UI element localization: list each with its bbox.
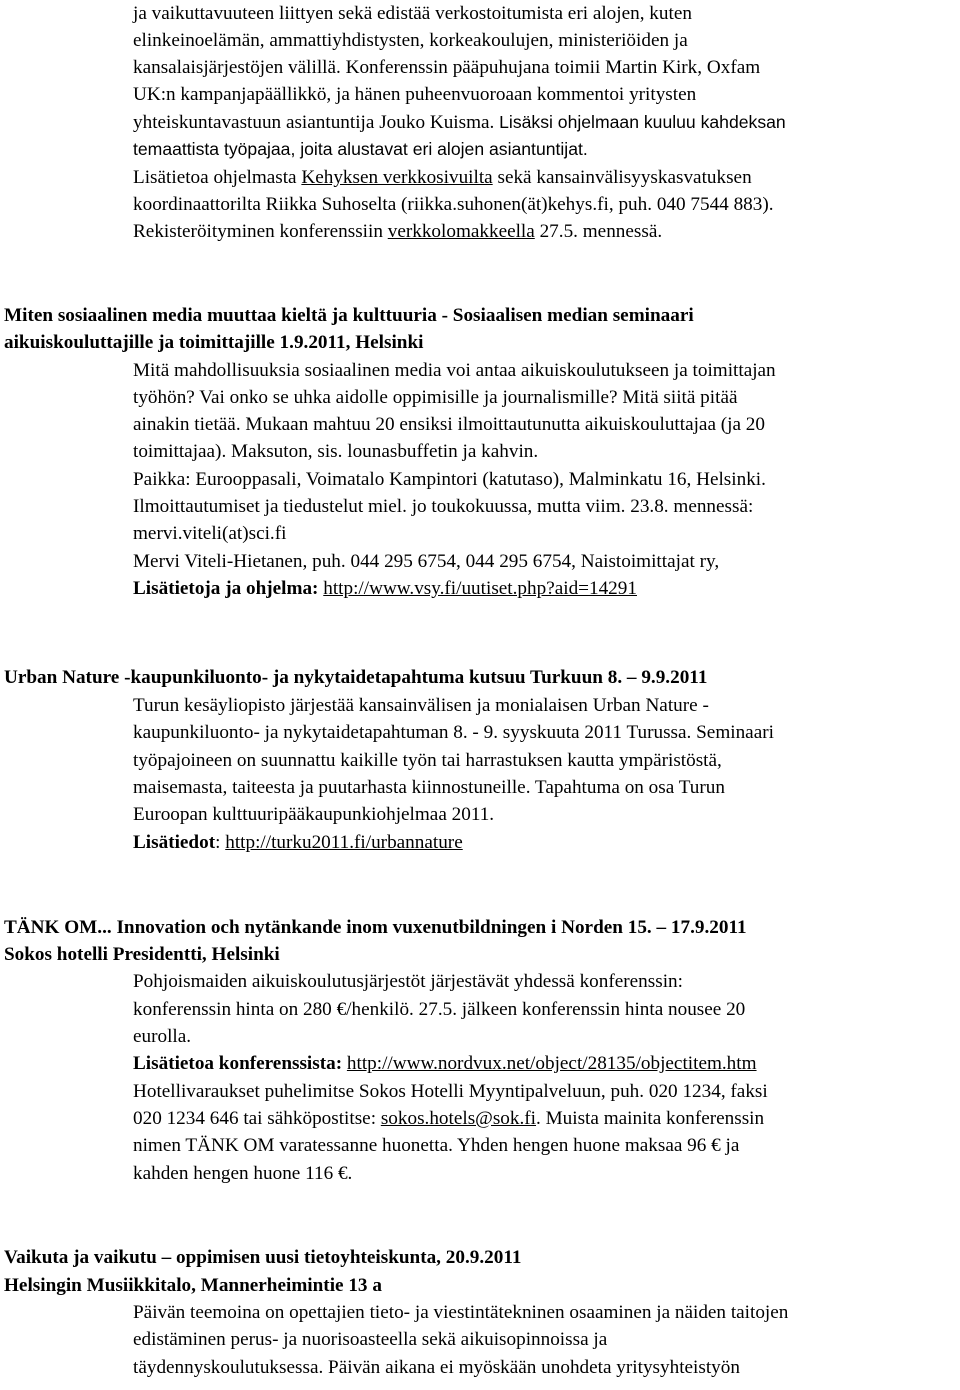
event-text: kahden hengen huone 116 €. — [133, 1163, 353, 1184]
event-text: nimen TÄNK OM varatessanne huonetta. Yhden hengen huone maksaa 96 € ja — [133, 1135, 740, 1156]
intro-line — [133, 109, 786, 136]
event-title: Vaikuta ja vaikutu – oppimisen uusi tietoyhteiskunta, 20.9.2011 — [4, 1247, 522, 1268]
event-text: Euroopan kulttuuripääkaupunkiohjelmaa 2011. — [133, 804, 495, 825]
intro-text: 27.5. mennessä. — [534, 221, 663, 242]
kehys-website-link[interactable]: Kehyksen verkkosivuilta — [301, 167, 493, 188]
event-text: eurolla. — [133, 1026, 192, 1047]
intro-text: yhteiskuntavastuun asiantuntija Jouko Kuisma. — [133, 112, 495, 133]
more-info-label: Lisätietoja ja ohjelma: — [133, 578, 319, 599]
event-more-info — [133, 575, 637, 602]
event-text: Pohjoismaiden aikuiskoulutusjärjestöt järjestävät yhdessä konferenssin: — [133, 971, 683, 992]
intro-line: temaattista työpajaa, joita alustavat eri alojen asiantuntijat. — [133, 139, 588, 159]
event-text: työhön? Vai onko se uhka aidolle oppimisille ja journalismille? Mitä siitä pitää — [133, 387, 738, 408]
separator: : — [215, 832, 226, 853]
event-text: Hotellivaraukset puhelimitse Sokos Hotelli Myyntipalveluun, puh. 020 1234, faksi — [133, 1081, 768, 1102]
event-text: Päivän teemoina on opettajien tieto- ja viestintätekninen osaaminen ja näiden taitojen — [133, 1302, 789, 1323]
event-text: konferenssin hinta on 280 €/henkilö. 27.5. jälkeen konferenssin hinta nousee 20 — [133, 999, 746, 1020]
intro-line: koordinaattorilta Riikka Suhoselta (riikka.suhonen(ät)kehys.fi, puh. 040 7544 883). — [133, 194, 774, 215]
more-info-label: Lisätiedot — [133, 832, 216, 853]
event-title: Miten sosiaalinen media muuttaa kieltä ja kulttuuria - Sosiaalisen median seminaari — [4, 305, 694, 326]
hotel-email-link[interactable]: sokos.hotels@sok.fi — [380, 1108, 537, 1129]
event-text: Ilmoittautumiset ja tiedustelut miel. jo toukokuussa, mutta viim. 23.8. mennessä: — [133, 496, 754, 517]
event-text: täydennyskoulutuksessa. Päivän aikana ei myöskään unohdeta yritysyhteistyön — [133, 1357, 740, 1378]
event-title: TÄNK OM... Innovation och nytänkande inom vuxenutbildningen i Norden 15. – 17.9.2011 — [4, 917, 747, 938]
event-text — [133, 1105, 764, 1132]
event-text: Mervi Viteli-Hietanen, puh. 044 295 6754, 044 295 6754, Naistoimittajat ry, — [133, 551, 720, 572]
event-text: kaupunkiluonto- ja nykytaidetapahtuman 8. - 9. syyskuuta 2011 Turussa. Seminaari — [133, 722, 774, 743]
intro-text: Lisätietoa ohjelmasta — [133, 167, 302, 188]
intro-line: kansalaisjärjestöjen välillä. Konferenssin pääpuhujana toimii Martin Kirk, Oxfam — [133, 57, 761, 78]
event-text: Paikka: Eurooppasali, Voimatalo Kampintori (katutaso), Malminkatu 16, Helsinki. — [133, 469, 766, 490]
intro-line — [133, 218, 662, 245]
event-location: Sokos hotelli Presidentti, Helsinki — [4, 944, 280, 965]
vsy-news-link[interactable]: http://www.vsy.fi/uutiset.php?aid=14291 — [323, 578, 637, 599]
event-text: edistäminen perus- ja nuorisoasteella sekä aikuisopinnoissa ja — [133, 1329, 608, 1350]
nordvux-link[interactable]: http://www.nordvux.net/object/28135/objectitem.htm — [346, 1053, 757, 1074]
intro-line — [133, 164, 752, 191]
event-location: Helsingin Musiikkitalo, Mannerheimintie 13 a — [4, 1275, 382, 1296]
event-text: mervi.viteli(at)sci.fi — [133, 523, 287, 544]
event-text: Mitä mahdollisuuksia sosiaalinen media voi antaa aikuiskoulutukseen ja toimittajan — [133, 360, 776, 381]
event-text: toimittajaa). Maksuton, sis. lounasbuffetin ja kahvin. — [133, 441, 539, 462]
event-more-info — [133, 1050, 757, 1077]
intro-line: ja vaikuttavuuteen liittyen sekä edistää verkostoitumista eri alojen, kuten — [133, 3, 692, 24]
event-title: Urban Nature -kaupunkiluonto- ja nykytaidetapahtuma kutsuu Turkuun 8. – 9.9.2011 — [4, 667, 708, 688]
event-text: Turun kesäyliopisto järjestää kansainvälisen ja monialaisen Urban Nature - — [133, 695, 709, 716]
event-text-part: 020 1234 646 tai sähköpostitse: — [133, 1108, 381, 1129]
event-text: työpajoineen on suunnattu kaikille työn tai harrastuksen kautta ympäristöstä, — [133, 750, 722, 771]
intro-line: elinkeinoelämän, ammattiyhdistysten, korkeakoulujen, ministeriöiden ja — [133, 30, 688, 51]
event-title: aikuiskouluttajille ja toimittajille 1.9.2011, Helsinki — [4, 332, 424, 353]
turku2011-link[interactable]: http://turku2011.fi/urbannature — [225, 832, 463, 853]
intro-text-sans: Lisäksi ohjelmaan kuuluu kahdeksan — [499, 112, 786, 132]
intro-line: UK:n kampanjapäällikkö, ja hänen puheenvuoroaan kommentoi yritysten — [133, 84, 697, 105]
event-more-info — [133, 829, 463, 856]
event-text: ainakin tietää. Mukaan mahtuu 20 ensiksi ilmoittautunutta aikuiskouluttajaa (ja 20 — [133, 414, 765, 435]
intro-text: sekä kansainvälisyyskasvatuksen — [492, 167, 752, 188]
more-info-label: Lisätietoa konferenssista: — [133, 1053, 343, 1074]
registration-form-link[interactable]: verkkolomakkeella — [387, 221, 535, 242]
event-text: maisemasta, taiteesta ja puutarhasta kiinnostuneille. Tapahtuma on osa Turun — [133, 777, 725, 798]
intro-text: Rekisteröityminen konferenssiin — [133, 221, 388, 242]
event-text-part: . Muista mainita konferenssin — [536, 1108, 765, 1129]
